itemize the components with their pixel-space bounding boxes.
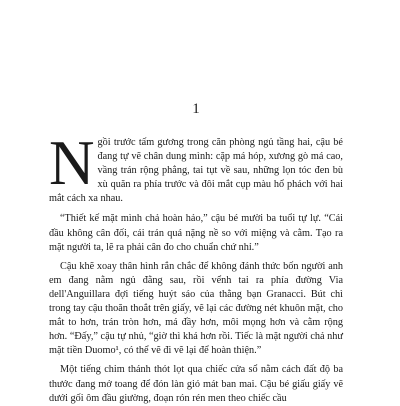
paragraph-2: “Thiết kế mặt mình chả hoàn hảo,” cậu bé mười ba tuổi tự lự. “Cái đầu không cân đối, cái trán quá nặng nề so với miệng và cằm. Tạo ra mặt người ta, lẽ ra phải cân đo cho chuẩn chứ nhỉ.” (49, 213, 343, 253)
paragraph-1-text: gồi trước tấm gương trong căn phòng ngủ tầng hai, cậu bé đang tự vẽ chân dung mình: cặp má hóp, xương gò má cao, vầng trán rộng phẳng, tai tụt về sau, những lọn tóc đen bù xù quăn ra phía trước và đôi mắt cụp màu hổ phách với hai mắt cách xa nhau. (49, 137, 343, 205)
paragraph-4: Một tiếng chim thánh thót lọt qua chiếc cửa sổ nằm cách đất độ ba thước đang mở toang để đón làn gió mát ban mai. Cậu bé giấu giấy vẽ dưới gối ôm đầu giường, đoạn rón rén men theo chiếc cầu (49, 364, 343, 404)
chapter-body (49, 128, 343, 406)
paragraph-1 (49, 128, 343, 206)
drop-cap-letter: N (49, 128, 95, 198)
paragraph-3: Cậu khẽ xoay thân hình rắn chắc để không đánh thức bốn người anh em đang nằm ngủ đằng sau, rồi vểnh tai ra phía đường Via dell'Anguillara đợi tiếng huýt sáo của thằng bạn Granacci. Bút chì trong tay cậu thoăn thoắt trên giấy, vẽ lại các đường nét khuôn mặt, cho mắt to hơn, trán tròn hơn, má đầy hơn, môi mọng hơn và cằm rộng hơn. “Đấy,” cậu tự nhủ, “giờ thì khá hơn rồi. Tiếc là mặt người chả như mặt tiền Duomo¹, có thể vẽ đi vẽ lại để hoàn thiện.” (49, 260, 343, 357)
chapter-number: 1 (192, 101, 200, 117)
